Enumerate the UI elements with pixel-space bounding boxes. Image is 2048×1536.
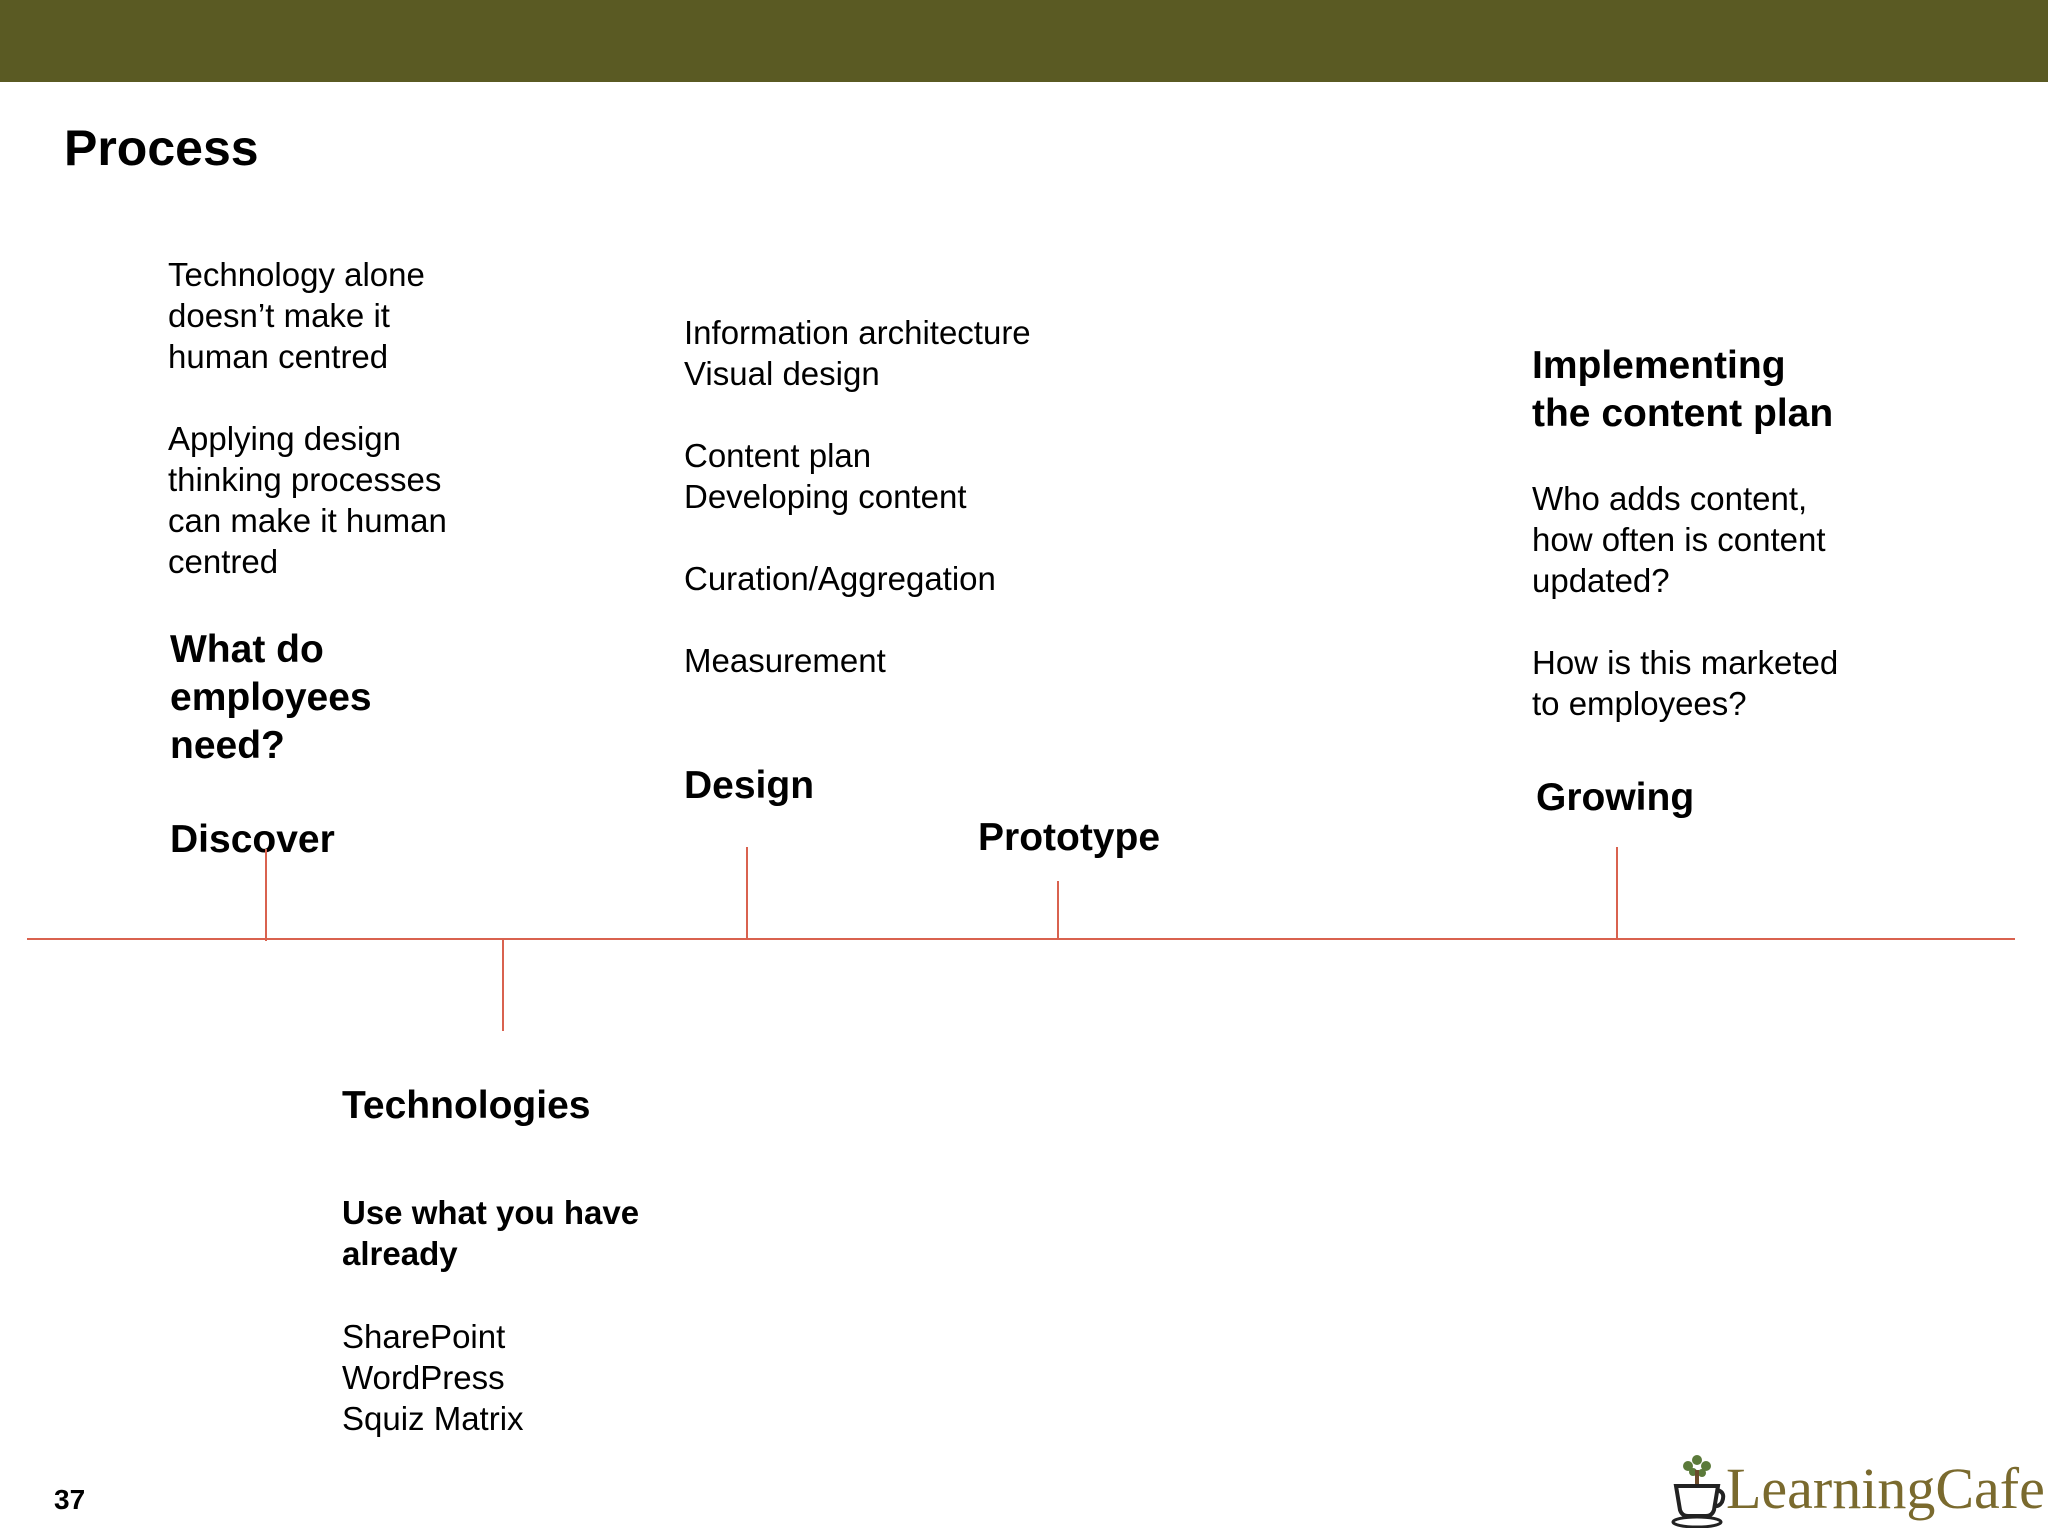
growing-note-line: How is this marketed bbox=[1532, 644, 1839, 681]
design-item: Developing content bbox=[684, 478, 967, 515]
technology-item: WordPress bbox=[342, 1359, 505, 1396]
design-item: Visual design bbox=[684, 355, 880, 392]
discover-note-line: human centred bbox=[168, 338, 389, 375]
discover-note-line: centred bbox=[168, 543, 279, 580]
slide-title: Process bbox=[64, 120, 259, 176]
growing-note-line: updated? bbox=[1532, 562, 1670, 599]
stage-label-discover: Discover bbox=[170, 818, 335, 861]
page-number: 37 bbox=[54, 1484, 86, 1515]
discover-note-line: can make it human bbox=[168, 502, 447, 539]
discover-question-line: What do bbox=[170, 628, 324, 671]
growing-heading-line: Implementing bbox=[1532, 344, 1786, 387]
design-item: Content plan bbox=[684, 437, 872, 474]
stage-label-design: Design bbox=[684, 764, 815, 807]
design-item: Curation/Aggregation bbox=[684, 560, 996, 597]
technologies-subheading-line: already bbox=[342, 1235, 458, 1272]
coffee-cup-tree-icon bbox=[1668, 1452, 1726, 1528]
design-item: Measurement bbox=[684, 642, 886, 679]
discover-note-line: Technology alone bbox=[168, 256, 425, 293]
learningcafe-logo bbox=[1668, 1452, 2045, 1528]
logo-text: LearningCafe bbox=[1726, 1456, 2045, 1521]
growing-note-line: how often is content bbox=[1532, 521, 1826, 558]
discover-note-line: Applying design bbox=[168, 420, 401, 457]
discover-question-line: need? bbox=[170, 724, 285, 767]
technology-item: Squiz Matrix bbox=[342, 1400, 524, 1437]
discover-note-line: doesn’t make it bbox=[168, 297, 390, 334]
stage-label-prototype: Prototype bbox=[978, 816, 1161, 859]
stage-label-growing: Growing bbox=[1536, 776, 1695, 819]
discover-note-line: thinking processes bbox=[168, 461, 442, 498]
technology-item: SharePoint bbox=[342, 1318, 506, 1355]
discover-question-line: employees bbox=[170, 676, 372, 719]
design-item: Information architecture bbox=[684, 314, 1031, 351]
growing-heading-line: the content plan bbox=[1532, 392, 1834, 435]
growing-note-line: to employees? bbox=[1532, 685, 1747, 722]
stage-label-technologies: Technologies bbox=[342, 1084, 591, 1127]
technologies-list bbox=[342, 1316, 524, 1439]
technologies-subheading bbox=[342, 1192, 639, 1274]
technologies-subheading-line: Use what you have bbox=[342, 1194, 640, 1231]
growing-note-line: Who adds content, bbox=[1532, 480, 1808, 517]
